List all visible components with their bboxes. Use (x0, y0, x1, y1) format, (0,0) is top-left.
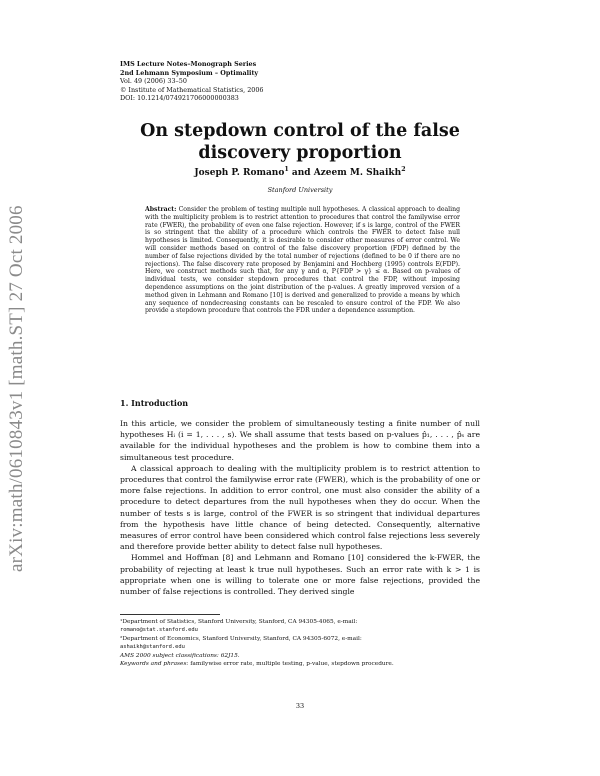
footnote-1-email[interactable]: romano@stat.stanford.edu (120, 627, 198, 634)
series-name: IMS Lecture Notes–Monograph Series (120, 60, 257, 68)
section-heading: 1. Introduction (120, 398, 189, 408)
footnote-1 (120, 618, 480, 635)
authors (120, 168, 480, 178)
series-info (120, 60, 263, 103)
paragraph: A classical approach to dealing with the multiplicity problem is to restrict attention to procedures that control the familywise error rate (FWER), which is the probability of one or more false rejections. In addition to error control, one must also consider the ability of a procedure to detect departures from the null hypotheses when they do occur. When the number of tests s is large, control of the FWER is so stringent that individual departures from the hypothesis have little chance of being detected. Consequently, alternative measures of error control have been considered which control false rejections less severely and therefore provide better ability to detect false null hypotheses. (120, 463, 480, 552)
keywords-label: Keywords and phrases: (120, 661, 189, 668)
authors-and: and (288, 168, 314, 178)
volume-info: Vol. 49 (2006) 33–50 (120, 77, 187, 86)
footnote-2-text: ²Department of Economics, Stanford University, Stanford, CA 94305-6072, e-mail: (120, 635, 362, 642)
paper-title: On stepdown control of the false discovery proportion (140, 121, 460, 163)
page-number: 33 (295, 702, 305, 710)
section-body (120, 418, 480, 597)
footnote-rule (120, 614, 220, 615)
author-1-footnote-mark: 1 (284, 166, 289, 173)
ams-classification: AMS 2000 subject classifications: 62J15. (120, 652, 240, 659)
footnote-1-text: ¹Department of Statistics, Stanford University, Stanford, CA 94305-4065, e-mail: (120, 619, 358, 625)
footnotes (120, 618, 480, 668)
abstract-text: Consider the problem of testing multiple null hypotheses. A classical approach to dealing with the multiplicity problem is to restrict attention to procedures that control the familywise error rate (FWER), the probability of even one false rejection. However, if s is large, control of the FWER is so stringent that the ability of a procedure which controls the FWER to detect false null hypotheses is limited. Consequently, it is desirable to consider other measures of error control. We will consider methods based on control of the false discovery proportion (FDP) defined by the number of false rejections divided by the total number of rejections (defined to be 0 if there are no rejections). The false discovery rate proposed by Benjamini and Hochberg (1995) controls E(FDP). Here, we construct methods such that, for any γ and α, P{FDP > γ} ≤ α. Based on p-values of individual tests, we consider stepdown procedures that control the FDP, without imposing dependence assumptions on the joint distribution of the p-values. A greatly improved version of a method given in Lehmann and Romano [10] is derived and generalized to provide a means by which any sequence of nondecreasing constants can be rescaled to ensure control of the FDP. We also provide a stepdown procedure that controls the FDR under a dependence assumption. (145, 206, 461, 315)
abstract (145, 206, 460, 315)
doi: DOI: 10.1214/074921706000000383 (120, 94, 239, 103)
footnote-2 (120, 635, 480, 652)
affiliation: Stanford University (267, 186, 333, 194)
keywords-text: familywise error rate, multiple testing, p-value, stepdown procedure. (188, 661, 394, 668)
abstract-label: Abstract: (145, 206, 177, 213)
author-2-footnote-mark: 2 (401, 166, 406, 173)
copyright: © Institute of Mathematical Statistics, 2006 (120, 85, 264, 94)
paragraph: In this article, we consider the problem of simultaneously testing a finite number of null hypotheses Hᵢ (i = 1, . . . , s). We shall assume that tests based on p-values p̂₁, . . . , p̂ₛ are available for the individual hypotheses and the problem is how to combine them into a simultaneous test procedure. (120, 419, 480, 462)
symposium-name: 2nd Lehmann Symposium – Optimality (120, 68, 259, 77)
keywords (120, 660, 480, 668)
author-2: Azeem M. Shaikh (313, 168, 402, 178)
arxiv-stamp: arXiv:math/0610843v1 [math.ST] 27 Oct 2006 (6, 205, 27, 572)
author-1: Joseph P. Romano (194, 168, 285, 178)
paragraph: Hommel and Hoffman [8] and Lehmann and Romano [10] considered the k-FWER, the probability of rejecting at least k true null hypotheses. Such an error rate with k > 1 is appropriate when one is willing to tolerate one or more false rejections, provided the number of false rejections is controlled. They derived single (120, 553, 480, 597)
footnote-2-email[interactable]: ashaikh@stanford.edu (120, 644, 185, 651)
